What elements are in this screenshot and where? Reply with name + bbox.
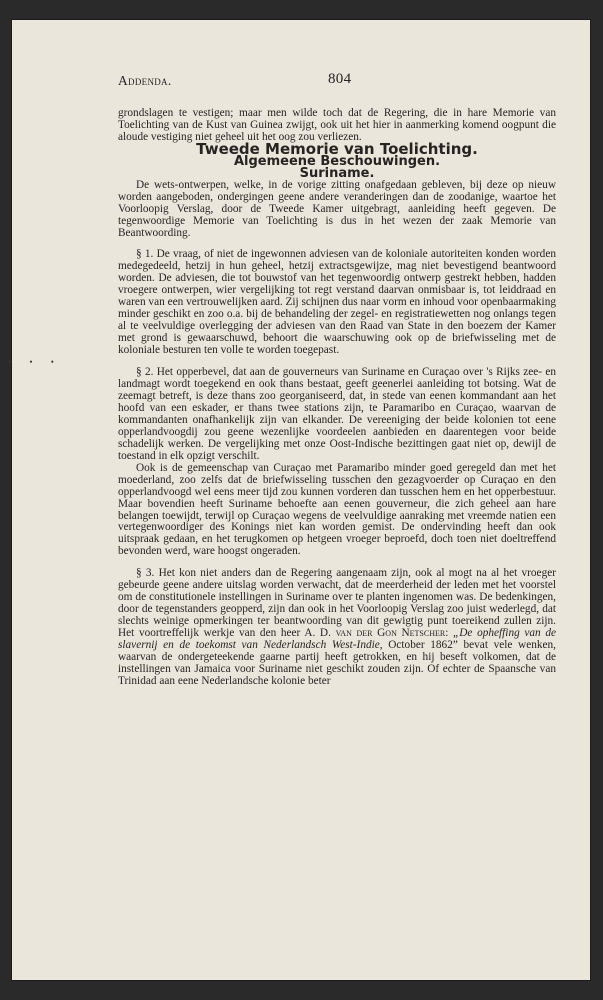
header-section: Addenda. — [118, 73, 172, 88]
region-heading: Suriname. — [299, 165, 375, 181]
section-3-book-title: „De opheffing van de slavernij en de toekomst van Nederlandsch West-Indie — [118, 627, 556, 652]
section-2-paragraph: § 2. Het opperbevel, dat aan de gouverneurs van Suriname en Curaçao over 's Rijks zee- en landmagt wordt toegekend en ook thans bestaat, geeft geenerlei aanleiding tot botsing. Wat de zeemagt betreft, is deze thans zoo georganiseerd, dat, in stede van eenen kommandant aan het hoofd van een eskader, er thans twee stations zijn, te Paramaribo en Curaçao, waarvan de kommandanten onafhankelijk zijn van elkander. De vereeniging der beide kolonien tot eene opperlandvoogdij zou geene wezenlijke voordeelen aanbieden en daarentegen voor beide schadelijk werken. De vergelijking met onze Oost-Indische bezittingen gaat niet op, dewijl de toestand in elk opzigt verschilt. — [118, 366, 556, 462]
subtitle: Algemeene Beschouwingen. — [233, 153, 441, 169]
section-3-author: van der Gon Netscher — [335, 627, 446, 640]
opening-paragraph: De wets-ontwerpen, welke, in de vorige zitting onafgedaan gebleven, bij deze op nieuw worden aangeboden, ondergingen geene andere veranderingen dan de zoodanige, waartoe het Voorloopig Verslag, door de Tweede Kamer uitgebragt, aanleiding heeft gegeven. De tegenwoordige Memorie van Toelichting is dus in het wezen der zaak Memorie van Beantwoording. — [118, 178, 556, 239]
section-1-paragraph: § 1. De vraag, of niet de ingewonnen adviesen van de koloniale autoriteiten konden worden medegedeeld, hetzij in hun geheel, hetzij extractsgewijze, mag niet bevestigend beantwoord worden. De adviesen, die tot bouwstof van het tegenwoordig ontwerp gestrekt hebben, hadden vroegere ontwerpen, wier vergelijking tot regt verstand daarvan onmisbaar is, tot leiddraad en waren van een vertrouwelijken aard. Zij schijnen dus naar vorm en inhoud voor openbaarmaking minder geschikt en zoo o.a. bij de behandeling der zegel- en registratiewetten nog onlangs tegen al te veelvuldige overlegging der adviesen van den Raad van State in den boezem der Kamer met grond is gewaarschuwd, behoort die waarschuwing ook op de briefwisseling met de koloniale besturen ten volle te worden toegepast. — [118, 248, 556, 357]
intro-paragraph: grondslagen te vestigen; maar men wilde toch dat de Regering, die in hare Memorie van Toelichting van de Kust van Guinea zwijgt, ook uit het hier in aanmerking komend oogpunt die aloude vestiging niet geheel uit het oog zou verliezen. — [118, 107, 556, 143]
margin-mark: • • • — [8, 357, 62, 367]
section-3-colon: : — [445, 627, 453, 640]
running-header — [118, 71, 558, 91]
section-3-text-b: , October 1862” bevat vele wenken, waarvan de ondergeteekende gaarne partij heeft getrokken, en hij beseft volkomen, dat de instellingen van Jamaica voor Suriname niet geschikt zouden zijn. Of echter de Spaansche van Trinidad aan eene Nederlandsche kolonie beter — [118, 639, 556, 687]
page-body — [118, 108, 556, 688]
section-3-paragraph — [118, 568, 556, 688]
section-3-text-a: § 3. Het kon niet anders dan de Regering aangenaam zijn, ook al mogt na al het vroeger gebeurde geene andere uitslag worden verwacht, dat de meerderheid der leden met het voorstel om de constitutionele instellingen in Suriname over te planten ingenomen was. De bedenkingen, door de tegenstanders geopperd, zijn dan ook in het Voorloopig Verslag zoo juist wederlegd, dat slechts weinige opmerkingen ter beantwoording van dit gewigtig punt toereikend zullen zijn. Het voortreffelijk werkje van den heer A. D. — [118, 567, 556, 640]
page-number: 804 — [328, 71, 352, 87]
section-2-continuation: Ook is de gemeenschap van Curaçao met Paramaribo minder goed geregeld dan met het moederland, zoo zelfs dat de briefwisseling tusschen den gezagvoerder op Curaçao en den opperlandvoogd wel eens meer tijd zou kunnen vorderen dan tusschen hem en het opperbestuur. Maar bovendien heeft Suriname behoefte aan eenen gouverneur, die zich geheel aan hare belangen toewijdt, terwijl op Curaçao wegens de veelvuldige aanraking met vreemde natien een vertegenwoordiger des Konings niet kan worden gemist. De ondervinding heeft dan ook uitspraak gedaan, en het terugkomen op hetgeen vroeger beproefd, doch toen niet doeltreffend bevonden werd, ware hoogst ongeraden. — [118, 461, 556, 558]
main-title: Tweede Memorie van Toelichting. — [196, 139, 478, 158]
